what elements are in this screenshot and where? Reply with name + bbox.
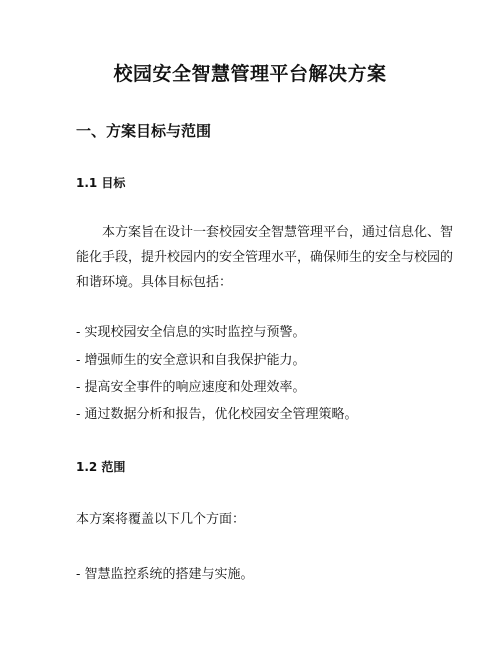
section-heading-goals-scope: 一、方案目标与范围 (76, 122, 212, 140)
goal-bullet-item: - 通过数据分析和报告，优化校园安全管理策略。 (76, 407, 358, 422)
subsection-heading-scope: 1.2 范围 (76, 460, 126, 474)
paragraph-line: 和谐环境。具体目标包括： (76, 275, 233, 290)
scope-bullet-item: - 智慧监控系统的搭建与实施。 (76, 567, 254, 582)
goal-bullet-item: - 实现校园安全信息的实时监控与预警。 (76, 325, 306, 340)
scope-intro-paragraph: 本方案将覆盖以下几个方面： (76, 512, 246, 527)
goal-bullet-item: - 提高安全事件的响应速度和处理效率。 (76, 380, 306, 395)
paragraph-line: 能化手段，提升校园内的安全管理水平，确保师生的安全与校园的 (76, 250, 454, 265)
subsection-heading-goal: 1.1 目标 (76, 176, 126, 190)
goal-bullet-item: - 增强师生的安全意识和自我保护能力。 (76, 353, 306, 368)
document-title: 校园安全智慧管理平台解决方案 (113, 63, 387, 85)
paragraph-line: 本方案旨在设计一套校园安全智慧管理平台，通过信息化、智 (102, 225, 454, 240)
goal-intro-paragraph (76, 220, 454, 295)
